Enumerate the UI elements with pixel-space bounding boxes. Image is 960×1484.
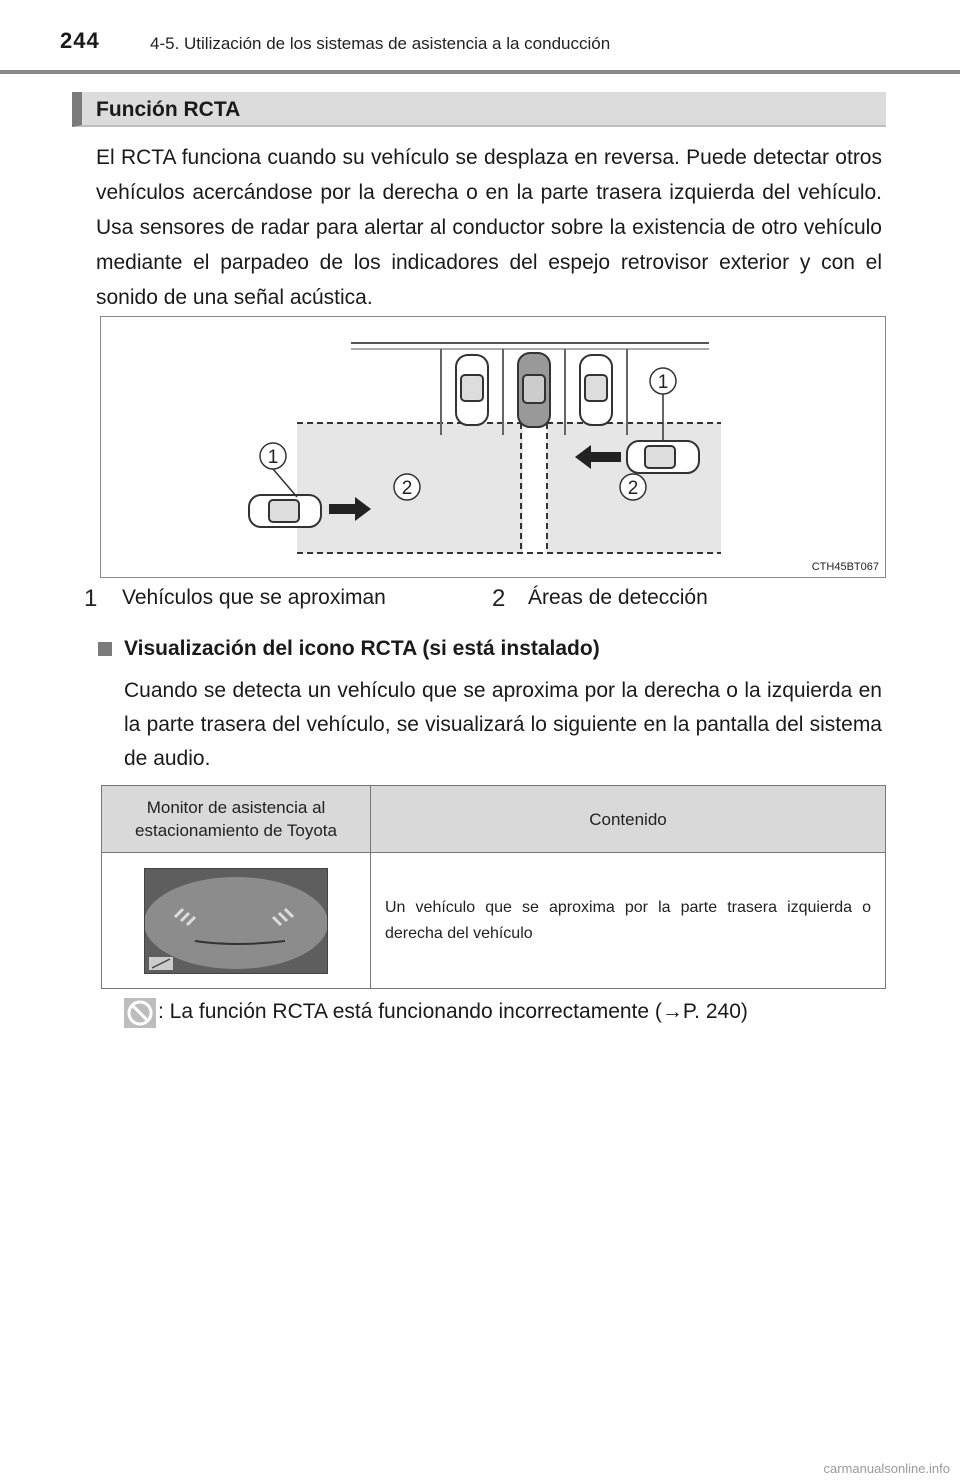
subsection-paragraph: Cuando se detecta un vehículo que se aproxima por la derecha o la izquierda en la parte trasera del vehículo, se visualizará lo siguiente en la pantalla del sistema de audio.	[124, 679, 882, 770]
approaching-vehicle-left	[249, 495, 321, 527]
header-rule	[0, 70, 960, 74]
table-header-row	[102, 786, 886, 853]
section-heading-text: Función RCTA	[96, 98, 241, 121]
callout-2-right-label: 2	[627, 478, 639, 499]
callout-2-left-label: 2	[401, 478, 413, 499]
page-number: 244	[60, 28, 100, 53]
monitor-screen-image	[144, 868, 328, 974]
malfunction-note: : La función RCTA está funcionando incorrectamente (→P. 240)	[158, 1000, 748, 1023]
legend-1-label: Vehículos que se aproximan	[122, 586, 386, 609]
subsection-bullet	[98, 642, 112, 656]
callout-2-left	[394, 474, 420, 500]
figure-code: CTH45BT067	[811, 561, 879, 573]
table-content-cell: Un vehículo que se aproxima por la parte trasera izquierda o derecha del vehículo	[371, 853, 886, 989]
parked-car-3	[580, 355, 612, 425]
running-header: 4-5. Utilización de los sistemas de asistencia a la conducción	[150, 34, 611, 53]
callout-1-right	[650, 368, 676, 394]
own-vehicle	[518, 353, 550, 427]
monitor-image-cell	[102, 853, 371, 989]
parked-car-1	[456, 355, 488, 425]
subsection-title: Visualización del icono RCTA (si está instalado)	[124, 637, 600, 660]
table-row	[102, 853, 886, 989]
parking-diagram	[101, 317, 887, 579]
approaching-vehicle-right	[627, 441, 699, 473]
rcta-icon-table	[101, 785, 886, 989]
callout-1-left-label: 1	[267, 447, 279, 468]
legend-2-label: Áreas de detección	[528, 586, 708, 609]
intro-paragraph: El RCTA funciona cuando su vehículo se desplaza en reversa. Puede detectar otros vehículos acercándose por la derecha o en la parte trasera izquierda del vehículo. Usa sensores de radar para alertar al conductor sobre la existencia de otro vehículo mediante el parpadeo de los indicadores del espejo retrovisor exterior y con el sonido de una señal acústica.	[96, 146, 882, 309]
callout-1-right-label: 1	[657, 372, 669, 393]
rcta-illustration	[100, 316, 886, 578]
legend-2-number: 2	[492, 585, 506, 612]
table-header-content: Contenido	[371, 786, 886, 853]
prohibited-icon	[124, 998, 156, 1028]
watermark: carmanualsonline.info	[823, 1461, 950, 1476]
callout-2-right	[620, 474, 646, 500]
table-header-monitor: Monitor de asistencia al estacionamiento de Toyota	[102, 786, 371, 853]
callout-1-left	[260, 443, 286, 469]
legend-1-number: 1	[84, 585, 98, 612]
section-heading	[72, 92, 886, 127]
rear-camera-view	[145, 869, 327, 973]
